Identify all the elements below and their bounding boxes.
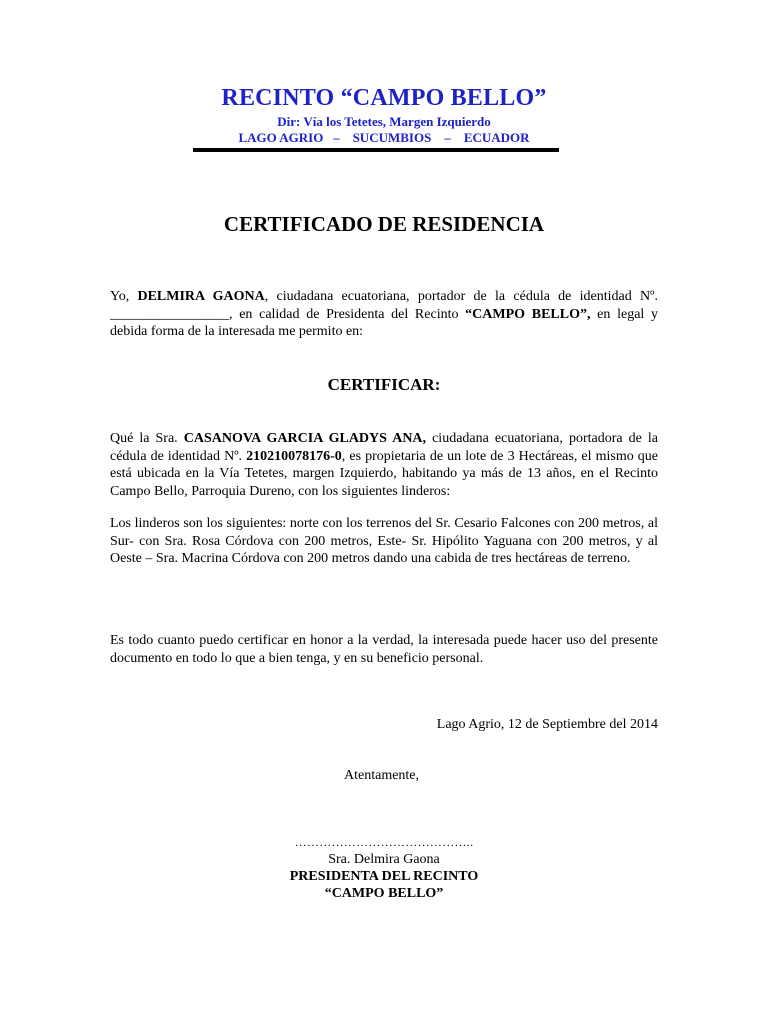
signatory-organization: “CAMPO BELLO” <box>324 886 444 901</box>
letterhead-divider <box>193 148 559 152</box>
recinto-name: “CAMPO BELLO”, <box>465 306 591 322</box>
signature-line: …………………………………….. <box>294 835 474 849</box>
organization-address: Dir: Vía los Tetetes, Margen Izquierdo <box>277 114 491 129</box>
place-date: Lago Agrio, 12 de Septiembre del 2014 <box>436 717 658 732</box>
letterhead <box>0 84 768 146</box>
cert-text-1: Qué la Sra. <box>110 431 184 446</box>
president-name: DELMIRA GAONA <box>137 289 265 304</box>
organization-title: RECINTO “CAMPO BELLO” <box>221 85 547 111</box>
certification-paragraph <box>110 430 658 500</box>
closing-paragraph: Es todo cuanto puedo certificar en honor a la verdad, la interesada puede hacer uso del presente documento en todo lo que a bien tenga, y en su beneficio personal. <box>110 633 658 666</box>
signatory-role: PRESIDENTA DEL RECINTO <box>289 869 479 884</box>
organization-location: LAGO AGRIO – SUCUMBIOS – ECUADOR <box>238 130 530 145</box>
resident-name: CASANOVA GARCIA GLADYS ANA, <box>183 431 427 446</box>
cert-text-2: ciudadana ecuatoriana, portadora de la cédula de identidad Nº. <box>110 431 658 464</box>
intro-text-3: en legal y debida forma de la interesada me permito en: <box>110 306 658 339</box>
intro-text-1: Yo, <box>110 289 138 304</box>
boundaries-paragraph: Los linderos son los siguientes: norte con los terrenos del Sr. Cesario Falcones con 200 metros, al Sur- con Sra. Rosa Córdova con 200 metros, Este- Sr. Hipólito Yaguana con 200 metros, y al Oeste – Sra. Macrina Córdova con 200 metros dando una cabida de tres hectáreas de terreno. <box>110 516 658 566</box>
signature-block <box>0 835 768 902</box>
signatory-name: Sra. Delmira Gaona <box>328 852 440 867</box>
resident-id-number: 210210078176-0 <box>246 448 342 464</box>
document-title: CERTIFICADO DE RESIDENCIA <box>223 212 545 236</box>
closing-salutation: Atentamente, <box>344 768 420 783</box>
intro-paragraph <box>110 288 658 341</box>
cert-text-3: , es propietaria de un lote de 3 Hectáreas, el mismo que está ubicada en la Vía Tetetes, margen Izquierdo, habitando ya más de 13 años, en el Recinto Campo Bello, Parroquia Dureno, con los siguientes linderos: <box>110 448 658 499</box>
intro-text-2: , ciudadana ecuatoriana, portador de la cédula de identidad Nº. _________________, en calidad de Presidenta del Recinto <box>110 289 658 322</box>
certificar-heading: CERTIFICAR: <box>327 375 441 394</box>
